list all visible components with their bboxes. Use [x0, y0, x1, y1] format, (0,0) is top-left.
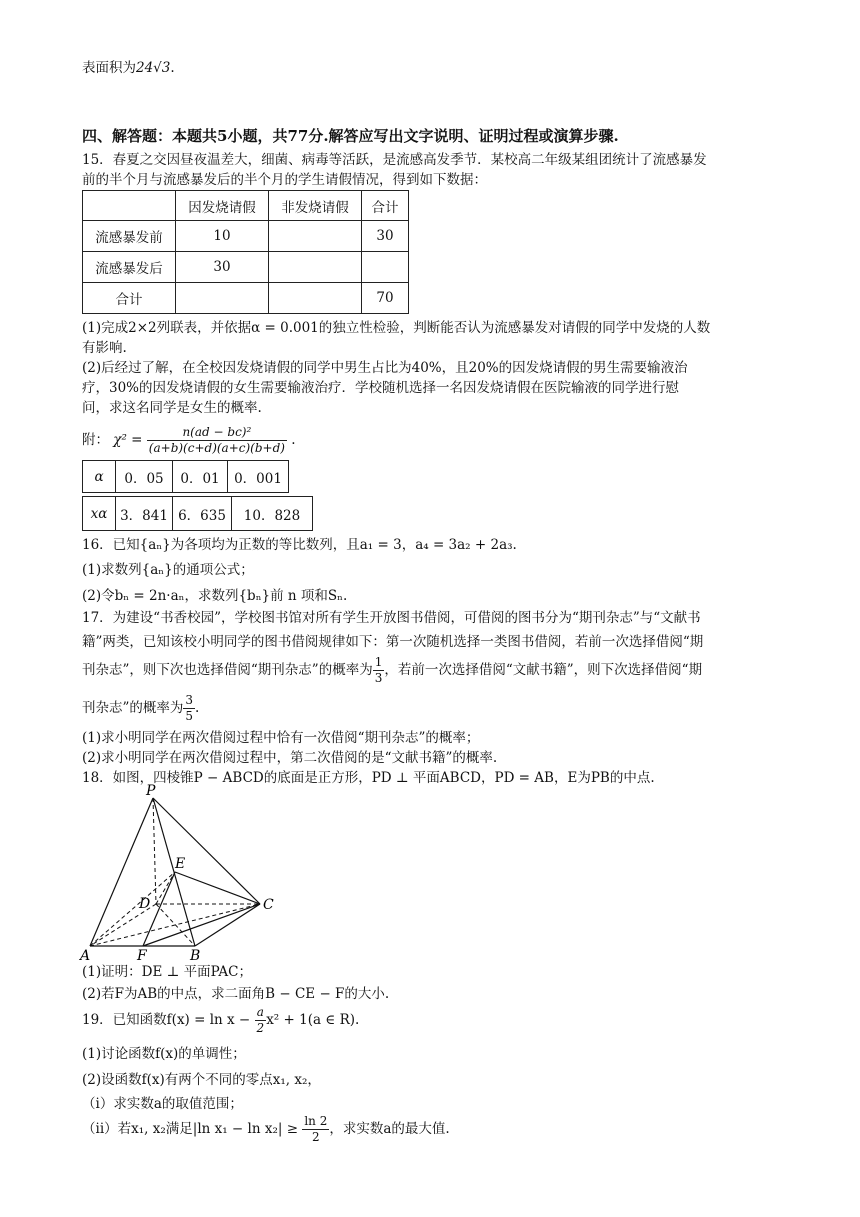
- q17-line3-text-b: ，若前一次选择借阅“文献书籍”，则下次选择借阅“期: [384, 662, 703, 678]
- contingency-table: [82, 190, 409, 314]
- segment-ae: [90, 872, 175, 946]
- formula-prefix: 附：: [82, 432, 109, 448]
- q15-part1-line2: 有影响.: [82, 340, 127, 356]
- fraction-ln2-over-2: [302, 1114, 329, 1145]
- vertex-label-b: B: [190, 948, 201, 964]
- table-cell: 0．05: [116, 461, 173, 493]
- table-header-cell: [83, 191, 176, 221]
- previous-answer-line: [82, 58, 175, 78]
- q19-function-rhs: x² + 1(a ∈ R).: [266, 1012, 360, 1028]
- table-cell: [176, 283, 269, 314]
- table-row: [83, 283, 409, 314]
- formula-suffix: .: [291, 432, 296, 448]
- q19-part2: (2)设函数f(x)有两个不同的零点x₁, x₂，: [82, 1072, 321, 1088]
- segment-fc: [143, 904, 260, 946]
- fraction-numerator: 1: [374, 655, 383, 669]
- q19-sub-ii-suffix: ，求实数a的最大值.: [329, 1121, 450, 1137]
- table-cell: 0．001: [228, 461, 289, 493]
- q17-line2: 籍”两类，已知该校小明同学的图书借阅规律如下：第一次随机选择一类图书借阅，若前一次选择借阅“期: [82, 634, 704, 650]
- formula-fraction: [147, 425, 287, 456]
- pyramid-figure: [78, 784, 288, 964]
- fraction-a-over-2: [255, 1005, 267, 1036]
- q17-line1: 17．为建设“书香校园”，学校图书馆对所有学生开放图书借阅，可借阅的图书分为“期刊杂志”与“文献书: [82, 610, 701, 626]
- table-cell: [362, 252, 409, 283]
- fraction-denominator: 2: [256, 1021, 265, 1035]
- edge-pc: [153, 798, 260, 904]
- vertex-label-e: E: [175, 856, 186, 872]
- q15-part2-line2: 疗，30%的因发烧请假的女生需要输液治疗．学校随机选择一名因发烧请假在医院输液的同学进行慰: [82, 380, 680, 396]
- q17-line3: [82, 652, 702, 688]
- table-cell: [269, 252, 362, 283]
- table-header-cell: 合计: [362, 191, 409, 221]
- q15-line2: 前的半个月与流感暴发后的半个月的学生请假情况，得到如下数据：: [82, 172, 487, 188]
- fraction-numerator: ln 2: [304, 1114, 328, 1128]
- table-cell: 70: [362, 283, 409, 314]
- table-cell: 流感暴发后: [83, 252, 176, 283]
- formula-lhs: χ² =: [113, 432, 143, 448]
- edge-pa: [90, 798, 153, 946]
- edge-pb: [153, 798, 195, 946]
- q18-part2: (2)若F为AB的中点，求二面角B − CE − F的大小.: [82, 986, 390, 1002]
- q17-part2: (2)求小明同学在两次借阅过程中，第二次借阅的是“文献书籍”的概率.: [82, 750, 498, 766]
- critical-value-table-x: [82, 496, 313, 531]
- q17-part1: (1)求小明同学在两次借阅过程中恰有一次借阅“期刊杂志”的概率；: [82, 730, 480, 746]
- table-cell: 0．01: [173, 461, 228, 493]
- q18-line1: 18．如图，四棱锥P − ABCD的底面是正方形，PD ⊥ 平面ABCD，PD = AB，E为PB的中点.: [82, 770, 655, 786]
- vertex-label-c: C: [263, 897, 274, 913]
- table-row: [83, 497, 313, 531]
- vertex-label-p: P: [146, 784, 156, 799]
- table-cell: [269, 283, 362, 314]
- fraction-denominator: 3: [374, 671, 383, 685]
- q16-part2: (2)令bₙ = 2n·aₙ，求数列{bₙ}前 n 项和Sₙ.: [82, 588, 348, 604]
- vertex-label-a: A: [80, 948, 91, 964]
- table-cell: 3．841: [116, 497, 173, 531]
- table-cell: 10．828: [232, 497, 313, 531]
- fraction-denominator: 2: [312, 1130, 320, 1144]
- q15-part2-line1: (2)后经过了解，在全校因发烧请假的同学中男生占比为40%，且20%的因发烧请假的男生需要输液治: [82, 360, 688, 376]
- segment-de: [156, 872, 175, 904]
- q16-part1: (1)求数列{aₙ}的通项公式；: [82, 562, 254, 578]
- q19-sub-ii-text: （ii）若x₁, x₂满足|ln x₁ − ln x₂| ≥: [82, 1121, 299, 1137]
- critical-value-table-alpha: [82, 460, 289, 493]
- q17-line4: [82, 690, 199, 726]
- table-cell: α: [83, 461, 116, 493]
- chi-square-formula: [82, 420, 296, 460]
- formula-numerator: n(ad − bc)²: [147, 425, 287, 441]
- table-cell: 6．635: [173, 497, 232, 531]
- edge-bc: [195, 904, 260, 946]
- section-heading: 四、解答题：本题共5小题，共77分.解答应写出文字说明、证明过程或演算步骤.: [82, 127, 619, 145]
- q19-function-lhs: 19．已知函数f(x) = ln x −: [82, 1012, 251, 1028]
- answer-value: 24√3: [136, 60, 171, 76]
- fraction-numerator: 3: [185, 693, 194, 707]
- table-row: [83, 461, 289, 493]
- fraction-one-third: [373, 655, 385, 686]
- table-cell: 30: [362, 221, 409, 252]
- table-cell: 流感暴发前: [83, 221, 176, 252]
- table-cell: 10: [176, 221, 269, 252]
- table-cell: 30: [176, 252, 269, 283]
- table-cell: xα: [83, 497, 116, 531]
- q16-line1: 16．已知{aₙ}为各项均为正数的等比数列，且a₁ = 3，a₄ = 3a₂ + 2a₃.: [82, 537, 517, 553]
- fraction-denominator: 5: [185, 709, 194, 723]
- answer-prefix: 表面积为: [82, 60, 136, 76]
- q19-sub-i: （i）求实数a的取值范围；: [82, 1096, 243, 1112]
- q15-part2-line3: 问，求这名同学是女生的概率.: [82, 400, 262, 416]
- table-header-cell: 因发烧请假: [176, 191, 269, 221]
- q19-part1: (1)讨论函数f(x)的单调性；: [82, 1046, 246, 1062]
- q19-sub-ii: [82, 1110, 450, 1148]
- segment-ec: [175, 872, 260, 904]
- q15-part1-line1: (1)完成2×2列联表，并依据α = 0.001的独立性检验，判断能否认为流感暴发对请假的同学中发烧的人数: [82, 320, 711, 336]
- q17-line4-suffix: .: [195, 700, 200, 716]
- q18-part1: (1)证明：DE ⊥ 平面PAC；: [82, 964, 253, 980]
- q19-line1: [82, 1002, 359, 1038]
- vertex-label-d: D: [139, 896, 151, 912]
- edge-pd: [153, 798, 156, 904]
- q17-line4-text: 刊杂志”的概率为: [82, 700, 184, 716]
- vertex-label-f: F: [137, 948, 147, 964]
- table-row: [83, 221, 409, 252]
- q17-line3-text: 刊杂志”，则下次也选择借阅“期刊杂志”的概率为: [82, 662, 373, 678]
- answer-suffix: .: [170, 60, 175, 76]
- fraction-numerator: a: [255, 1005, 267, 1021]
- table-cell: 合计: [83, 283, 176, 314]
- fraction-three-fifths: [183, 693, 195, 724]
- table-cell: [269, 221, 362, 252]
- formula-denominator: (a+b)(c+d)(a+c)(b+d): [148, 441, 285, 455]
- q15-line1: 15．春夏之交因昼夜温差大，细菌、病毒等活跃，是流感高发季节．某校高二年级某组团统计了流感暴发: [82, 152, 707, 168]
- table-header-cell: 非发烧请假: [269, 191, 362, 221]
- table-row: [83, 252, 409, 283]
